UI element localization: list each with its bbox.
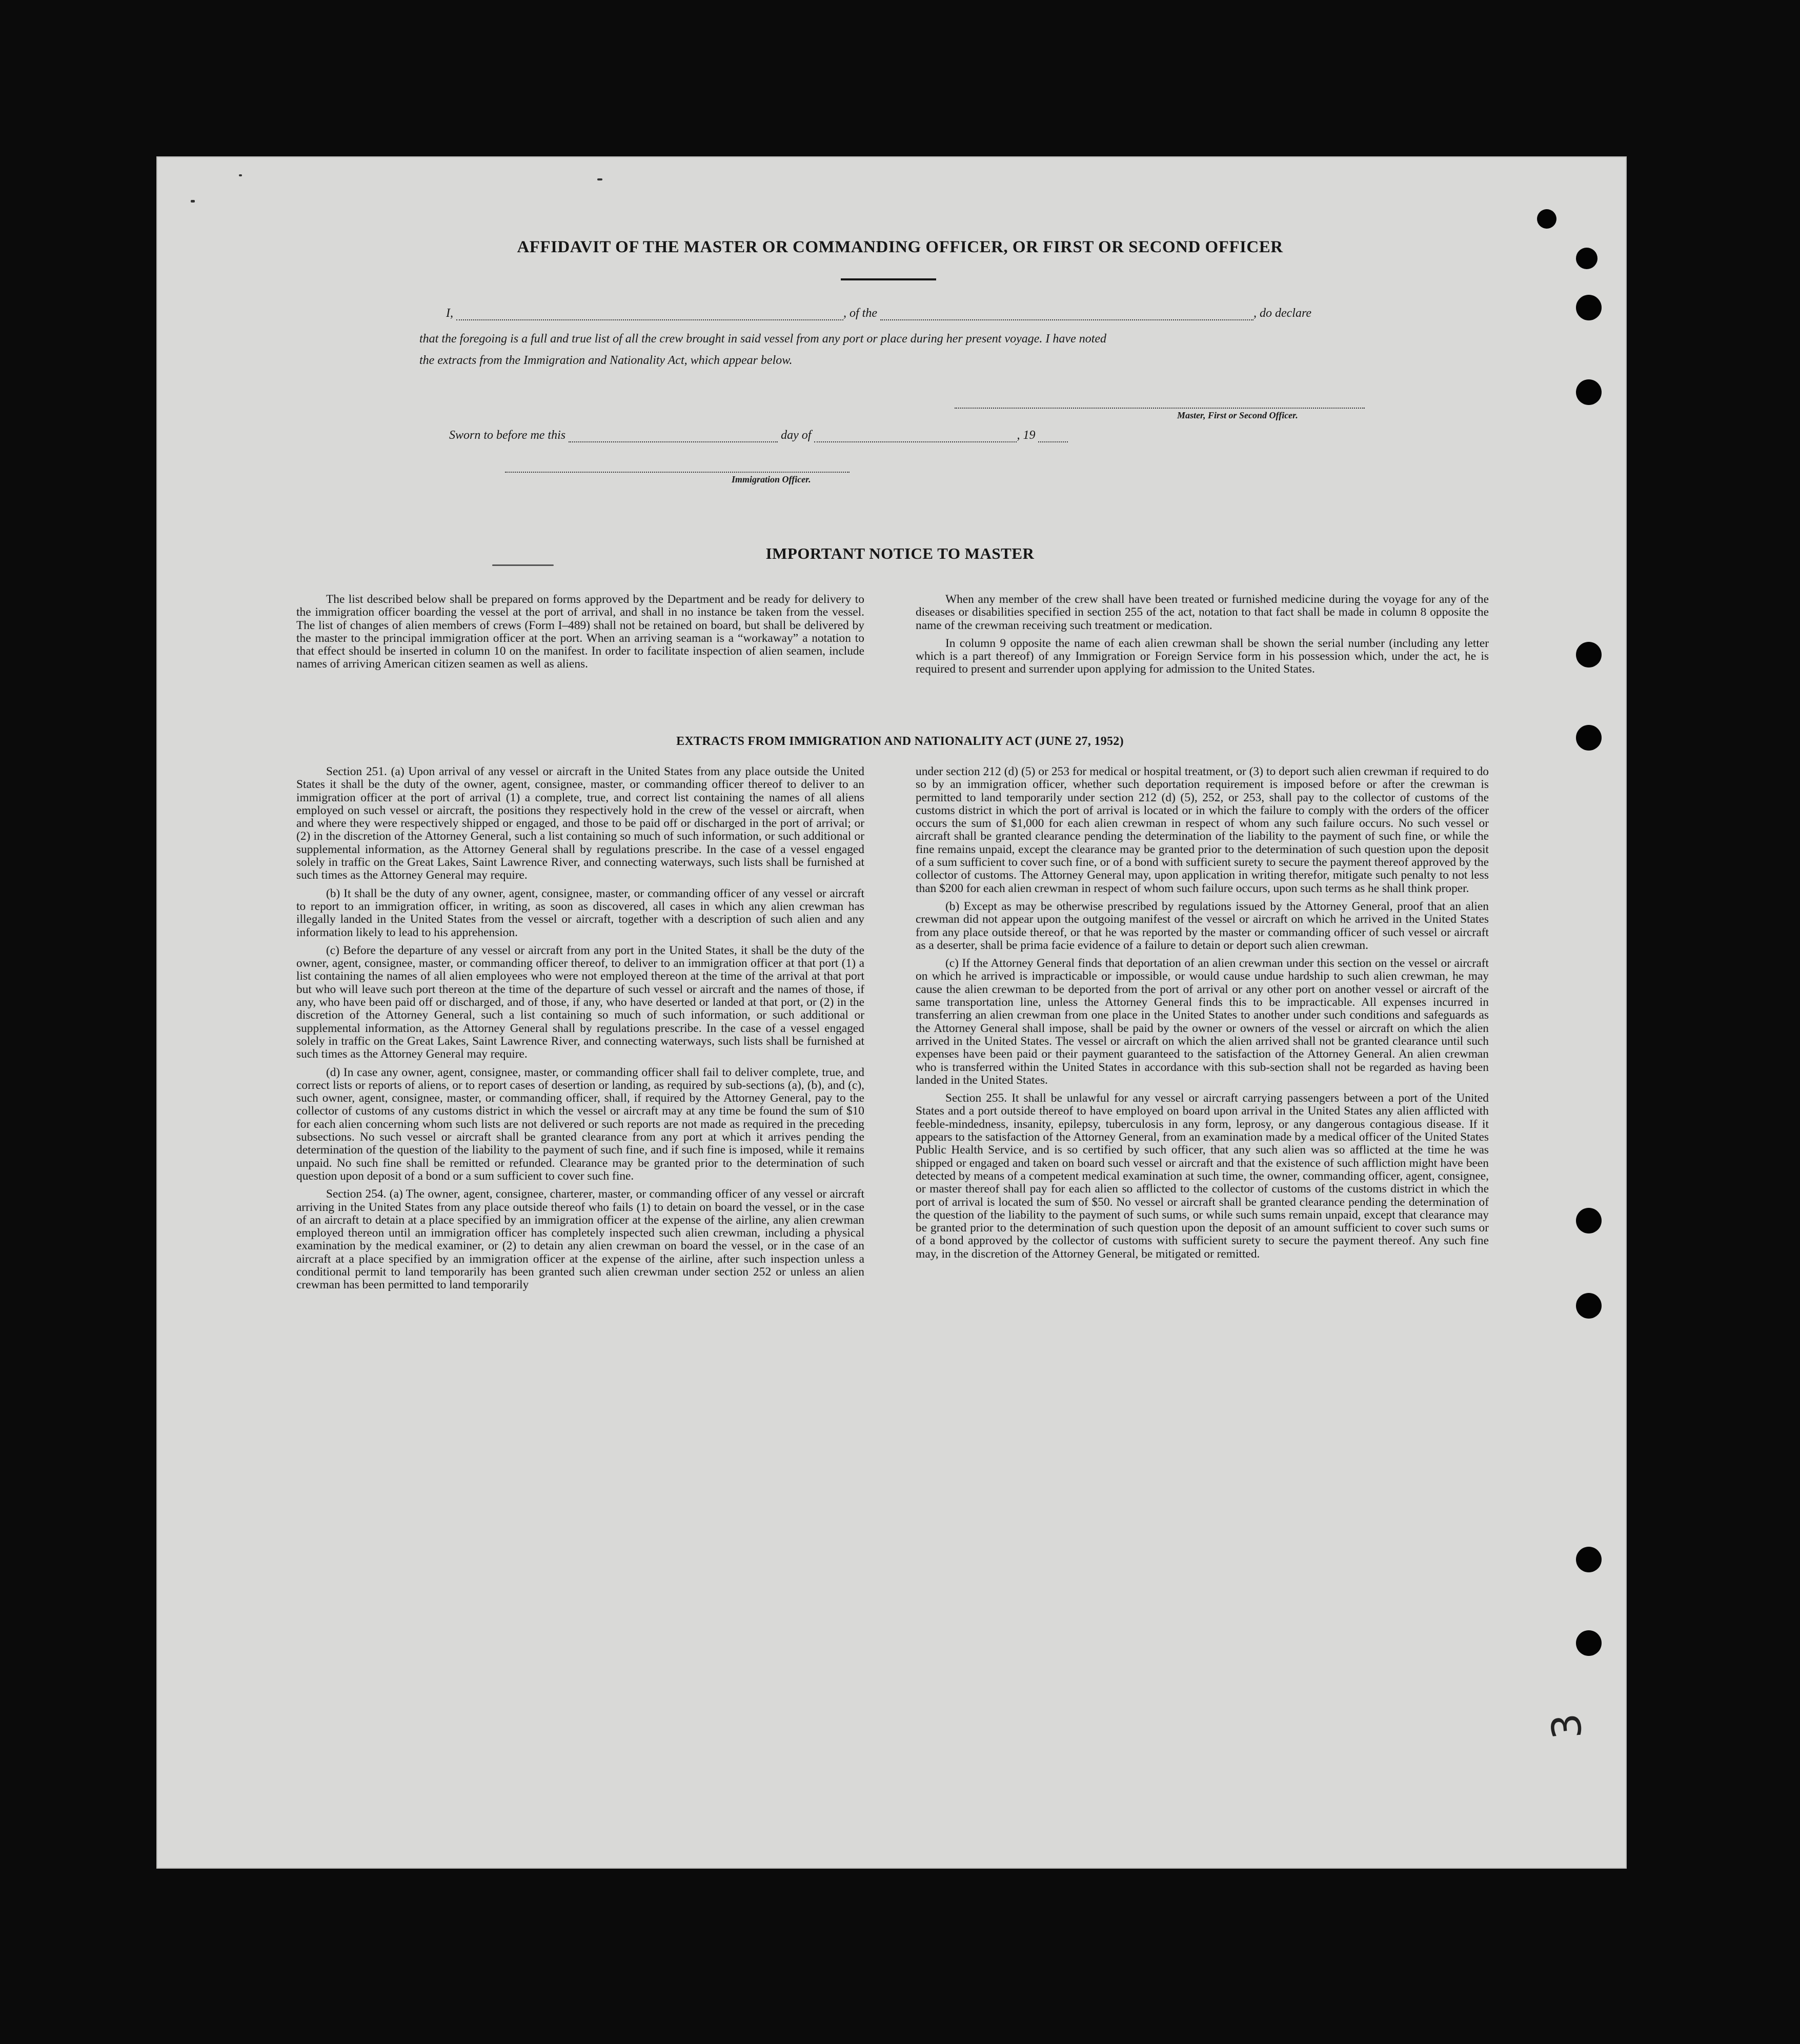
notice-right-paragraph-2: In column 9 opposite the name of each alien crewman shall be shown the serial number (including any letter which is a part thereof) of any Immigration or Foreign Service form in his possession which, under the act, he is required to present and surrender upon applying for admission to the United States. [916, 636, 1489, 676]
section-254-b: (b) Except as may be otherwise prescribed by regulations issued by the Attorney General, proof that an alien crewman did not appear upon the outgoing manifest of the vessel or aircraft on which he arrived in the United States from any place outside thereof, or that he was reported by the master or commanding officer of such vessel or aircraft as a deserter, shall be prima facie evidence of a failure to detain or deport such alien crewman. [916, 899, 1489, 952]
title-underline [841, 278, 936, 280]
officer-signature-line[interactable] [505, 461, 850, 473]
section-254-a-continued: under section 212 (d) (5) or 253 for medical or hospital treatment, or (3) to deport such alien crewman if required to do so by an immigration officer, whether such deportation requirement is imposed before or after the crewman is permitted to land temporarily under section 212 (d) (5), 252, or 253, shall pay to the collector of customs of the customs district in which the port of arrival is located or in which the failure to comply with the orders of the officer occurs the sum of $1,000 for each alien crewman in respect of whom any such failure occurs. No such vessel or aircraft shall be granted clearance pending the determination of the liability to the payment of such fine, or while the fine remains unpaid, except the clearance may be granted prior to the determination of such question upon the deposit of a sum sufficient to cover such fine, or of a bond with sufficient surety to secure the payment thereof approved by the collector of customs. The Attorney General may, upon application in writing therefor, mitigate such penalty to not less than $200 for each alien crewman in respect of whom such failure occurs, upon such terms as he shall think proper. [916, 765, 1489, 895]
i-label: I, [446, 307, 453, 320]
binder-hole [1576, 1547, 1602, 1572]
notice-left-paragraph: The list described below shall be prepared on forms approved by the Department and be ready for delivery to the immigration officer boarding the vessel at the port of arrival, and shall in no instance be taken from the vessel. The list of changes of alien members of crews (Form I–489) shall not be retained on board, but shall be delivered by the master to the principal immigration officer at the port. When an arriving seaman is a “workaway” a notation to that effect should be inserted in column 10 on the manifest. In order to facilitate inspection of alien seamen, include names of arriving American citizen seamen as well as aliens. [296, 593, 864, 671]
of-the-label: , of the [843, 307, 877, 320]
sworn-month-field[interactable] [814, 431, 1017, 442]
binder-hole [1576, 295, 1602, 320]
affidavit-title: AFFIDAVIT OF THE MASTER OR COMMANDING OFFICER, OR FIRST OR SECOND OFFICER [517, 238, 1283, 256]
binder-hole [1537, 209, 1556, 229]
extracts-left-column [296, 765, 864, 1297]
section-251-a: Section 251. (a) Upon arrival of any vessel or aircraft in the United States from any place outside the United States it shall be the duty of the owner, agent, consignee, master, or commanding officer thereof to deliver to an immigration officer at the port of arrival (1) a complete, true, and correct list containing the names of all aliens employed on such vessel or aircraft, the positions they respectively hold in the crew of the vessel or aircraft, when and where they were respectively shipped or engaged, and those to be paid off or discharged in the port of arrival; or (2) in the discretion of the Attorney General, such a list containing so much of such information, or such additional or supplemental information, as the Attorney General shall by regulations prescribe. In the case of a vessel engaged solely in traffic on the Great Lakes, Saint Lawrence River, and connecting waterways, such lists shall be furnished at such times as the Attorney General may require. [296, 765, 864, 882]
notice-title: IMPORTANT NOTICE TO MASTER [765, 544, 1035, 562]
binder-hole [1576, 642, 1602, 667]
binder-hole [1576, 1630, 1602, 1656]
name-field[interactable] [456, 309, 843, 320]
statement-line-2: the extracts from the Immigration and Nationality Act, which appear below. [419, 354, 793, 367]
section-251-b: (b) It shall be the duty of any owner, agent, consignee, master, or commanding officer of any vessel or aircraft to report to an immigration officer, in writing, as soon as discovered, all cases in which any alien crewman has illegally landed in the United States from the vessel or aircraft, together with a description of such alien and any information likely to lead to his apprehension. [296, 886, 864, 939]
section-255: Section 255. It shall be unlawful for any vessel or aircraft carrying passengers between a port of the United States and a port outside thereof to have employed on board upon arrival in the United States any alien afflicted with feeble-mindedness, insanity, epilepsy, tuberculosis in any form, leprosy, or any dangerous contagious disease. If it appears to the satisfaction of the Attorney General, from an examination made by a medical officer of the United States Public Health Service, and is so certified by such officer, that any such alien was so afflicted at the time he was shipped or engaged and taken on board such vessel or aircraft and that the existence of such affliction might have been detected by means of a competent medical examination at such time, the owner, commanding officer, agent, consignee, or master thereof shall pay for each alien so afflicted to the collector of customs of the customs district in which the port of arrival is located the sum of $50. No vessel or aircraft shall be granted clearance pending the determination of the question of the liability to the payment of such sums, or while such sums remain unpaid, except that clearance may be granted prior to the determination of such question upon the deposit of an amount sufficient to cover such sums or of a bond approved by the collector of customs with sufficient surety to secure the payment thereof. Any such fine may, in the discretion of the Attorney General, be mitigated or remitted. [916, 1091, 1489, 1261]
sworn-line [449, 429, 1167, 442]
year-label: , 19 [1017, 429, 1036, 442]
day-of-label: day of [781, 429, 812, 442]
sworn-day-field[interactable] [569, 431, 778, 442]
section-254-c: (c) If the Attorney General finds that deportation of an alien crewman under this section on the vessel or aircraft on which he arrived is impracticable or impossible, or would cause undue hardship to such alien crewman, he may cause the alien crewman to be deported from the port of arrival or any other port on another vessel or aircraft of the same transportation line, unless the Attorney General finds this to be impracticable. All expenses incurred in transferring an alien crewman from one place in the United States to another under such conditions and safeguards as the Attorney General shall impose, shall be paid by the owner or owners of the vessel or aircraft on which the alien arrived in the United States. The vessel or aircraft on which the alien arrived shall not be granted clearance until such expenses have been paid or their payment guaranteed to the satisfaction of the Attorney General. An alien crewman who is transferred within the United States in accordance with this sub-section shall not be regarded as having been landed in the United States. [916, 957, 1489, 1087]
binder-hole [1576, 1293, 1602, 1319]
binder-hole [1576, 379, 1602, 405]
paper-speck [597, 178, 602, 180]
do-declare-label: , do declare [1253, 307, 1312, 320]
master-signature-caption: Master, First or Second Officer. [1177, 410, 1298, 420]
notice-right-paragraph-1: When any member of the crew shall have been treated or furnished medicine during the voyage for any of the diseases or disabilities specified in section 255 of the act, notation to that fact shall be made in column 8 opposite the name of the crewman receiving such treatment or medication. [916, 593, 1489, 632]
vessel-field[interactable] [880, 309, 1253, 320]
sworn-label: Sworn to before me this [449, 429, 566, 442]
master-signature-line[interactable] [955, 397, 1365, 409]
handwritten-page-number: 3 [1543, 1711, 1591, 1741]
sworn-year-field[interactable] [1038, 431, 1068, 442]
paper-speck [239, 174, 242, 176]
section-254-a: Section 254. (a) The owner, agent, consignee, charterer, master, or commanding officer of any vessel or aircraft arriving in the United States from any place outside thereof who fails (1) to detain on board the vessel, or in the case of an aircraft to detain at a place specified by an immigration officer at the expense of the airline, any alien crewman employed thereon until an immigration officer has completely inspected such alien crewman, including a physical examination by the medical examiner, or (2) to detain any alien crewman on board the vessel, or in the case of an aircraft at a place specified by an immigration officer at the expense of the airline, after such inspection unless a conditional permit to land temporarily has been granted such alien crewman under section 252 or unless an alien crewman has been permitted to land temporarily [296, 1187, 864, 1292]
extracts-right-column [916, 765, 1489, 1266]
section-251-c: (c) Before the departure of any vessel or aircraft from any port in the United States, it shall be the duty of the owner, agent, consignee, master, or commanding officer thereof, to deliver to an immigration officer at that port (1) a list containing the names of all alien employees who were not employed thereon at the time of the arrival at that port but who will leave such port thereon at the time of the departure of such vessel or aircraft and the names of those, if any, who have been paid off or discharged, and of those, if any, who have deserted or landed at that port, or (2) in the discretion of the Attorney General, such a list containing so much of such information, or such additional or supplemental information, as the Attorney General shall by regulations prescribe. In the case of a vessel engaged solely in traffic on the Great Lakes, Saint Lawrence River, and connecting waterways, such lists shall be furnished at such times as the Attorney General may require. [296, 943, 864, 1061]
binder-hole [1576, 1208, 1602, 1233]
section-251-d: (d) In case any owner, agent, consignee, master, or commanding officer shall fail to deliver complete, true, and correct lists or reports of aliens, or to report cases of desertion or landing, as required by sub-sections (a), (b), and (c), such owner, agent, consignee, master, or commanding officer, shall, if required by the Attorney General, pay to the collector of customs of any customs district in which the vessel or aircraft may at any time be found the sum of $10 for each alien concerning whom such lists are not delivered or such reports are not made as required in the preceding subsections. No such vessel or aircraft shall be granted clearance from any port at which it arrives pending the determination of the question of the liability to the payment of such fine, and if such fine is imposed, while it remains unpaid. No such fine shall be remitted or refunded. Clearance may be granted prior to the determination of such question upon deposit of a bond or a sum sufficient to cover such fine. [296, 1065, 864, 1183]
notice-right-column [916, 593, 1489, 681]
paper-speck [191, 200, 195, 203]
statement-line-1: that the foregoing is a full and true list of all the crew brought in said vessel from any port or place during her present voyage. I have noted [419, 332, 1107, 346]
paper-speck [492, 564, 554, 566]
declaration-line [446, 307, 1369, 320]
officer-signature-caption: Immigration Officer. [732, 474, 811, 484]
extracts-title: EXTRACTS FROM IMMIGRATION AND NATIONALITY ACT (JUNE 27, 1952) [676, 735, 1124, 748]
notice-left-column [296, 593, 864, 676]
